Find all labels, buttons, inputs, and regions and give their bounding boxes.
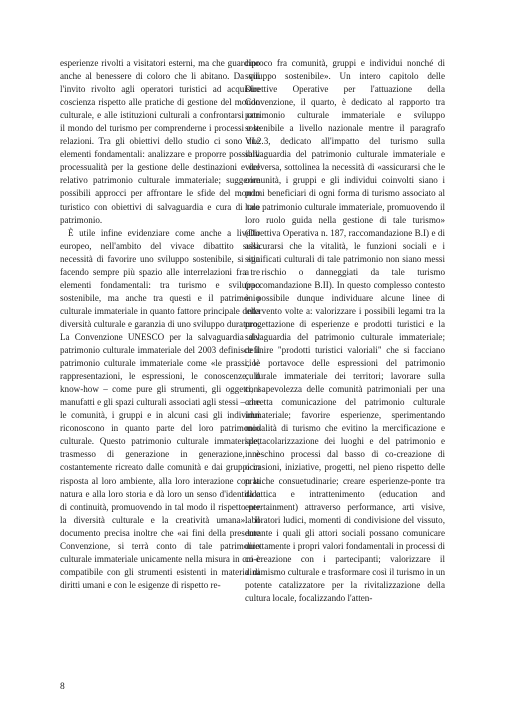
right-text-column <box>245 57 445 605</box>
paragraph: È utile infine evidenziare come anche a livello europeo, nell'ambito del vivace dibattito sulla necessità di favorire uno sviluppo sostenibile, si stia facendo sempre più spazio alle interrelazioni fra tre elementi fondamentali: tra turismo e sviluppo sostenibile, ma anche tra questi e il patrimonio culturale immateriale in quanto fattore principale della diversità culturale e garanzia di uno sviluppo duraturo. La Convenzione UNESCO per la salvaguardia del patrimonio culturale immateriale del 2003 definisce il patrimonio culturale immateriale come «le prassi, le rappresentazioni, le espressioni, le conoscenze, il know-how – come pure gli strumenti, gli oggetti, i manufatti e gli spazi culturali associati agli stessi – che le comunità, i gruppi e in alcuni casi gli individui riconoscono in quanto parte del loro patrimonio culturale. Questo patrimonio culturale immateriale, trasmesso di generazione in generazione, è costantemente ricreato dalle comunità e dai gruppi in risposta al loro ambiente, alla loro interazione con la natura e alla loro storia e dà loro un senso d'identità e di continuità, promuovendo in tal modo il rispetto per la diversità culturale e la creatività umana». Il documento precisa inoltre che «ai fini della presente Convenzione, si terrà conto di tale patrimonio culturale immateriale unicamente nella misura in cui è compatibile con gli strumenti esistenti in materia di diritti umani e con le esigenze di rispetto re- <box>60 227 260 590</box>
paragraph: ciproco fra comunità, gruppi e individui nonché di sviluppo sostenibile». Un intero capitolo delle Direttive Operative per l'attuazione della Convenzione, il quarto, è dedicato al rapporto tra patrimonio culturale immateriale e sviluppo sostenibile a livello nazionale mentre il paragrafo VI.2.3, dedicato all'impatto del turismo sulla salvaguardia del patrimonio culturale immateriale e viceversa, sottolinea la necessità di «assicurarsi che le comunità, i gruppi e gli individui coinvolti siano i primi beneficiari di ogni forma di turismo associato al loro patrimonio culturale immateriale, promuovendo il loro ruolo guida nella gestione di tale turismo» (Direttiva Operativa n. 187, raccomandazione B.I) e di assicurarsi che la vitalità, le funzioni sociali e i significati culturali di tale patrimonio non siano messi a rischio o danneggiati da tale turismo (raccomandazione B.II). In questo complesso contesto è possibile dunque individuare alcune linee di intervento volte a: valorizzare i possibili legami tra la progettazione di esperienze e prodotti turistici e la salvaguardia del patrimonio culturale immateriale; definire "prodotti turistici valoriali" che si facciano cioè portavoce delle espressioni del patrimonio culturale immateriale dei territori; lavorare sulla consapevolezza delle comunità patrimoniali per una corretta comunicazione del patrimonio culturale immateriale; favorire esperienze, sperimentando modalità di turismo che evitino la mercificazione e spettacolarizzazione dei luoghi e del patrimonio e inneschino processi dal basso di co-creazione di occasioni, iniziative, progetti, nel pieno rispetto delle pratiche consuetudinarie; creare esperienze-ponte tra didattica e intrattenimento (education and entertainment) attraverso performance, arti visive, laboratori ludici, momenti di condivisione del vissuto, durante i quali gli attori sociali possano comunicare direttamente i propri valori fondamentali in processi di co-creazione con i partecipanti; valorizzare il dinamismo culturale e trasformare così il turismo in un potente catalizzatore per la rivitalizzazione della cultura locale, focalizzando l'atten- <box>245 58 446 603</box>
paragraph: esperienze rivolti a visitatori esterni, ma che guardino anche al benessere di coloro che li abitano. Da qui l'invito rivolto agli operatori turistici ad acquisire coscienza rispetto alle pratiche di gestione del mondo culturale, e alle istituzioni culturali a confrontarsi con il mondo del turismo per comprenderne i processi e le relazioni. Tra gli obiettivi dello studio ci sono due elementi fondamentali: analizzare e proporre possibili processualità per la gestione delle destinazioni e del relativo patrimonio culturale immateriale; suggerire possibili approcci per affrontare le sfide del mondo turistico con obiettivi di salvaguardia e cura di tale patrimonio. <box>60 58 260 225</box>
page-number: 8 <box>60 682 65 692</box>
left-text-column <box>60 57 260 592</box>
